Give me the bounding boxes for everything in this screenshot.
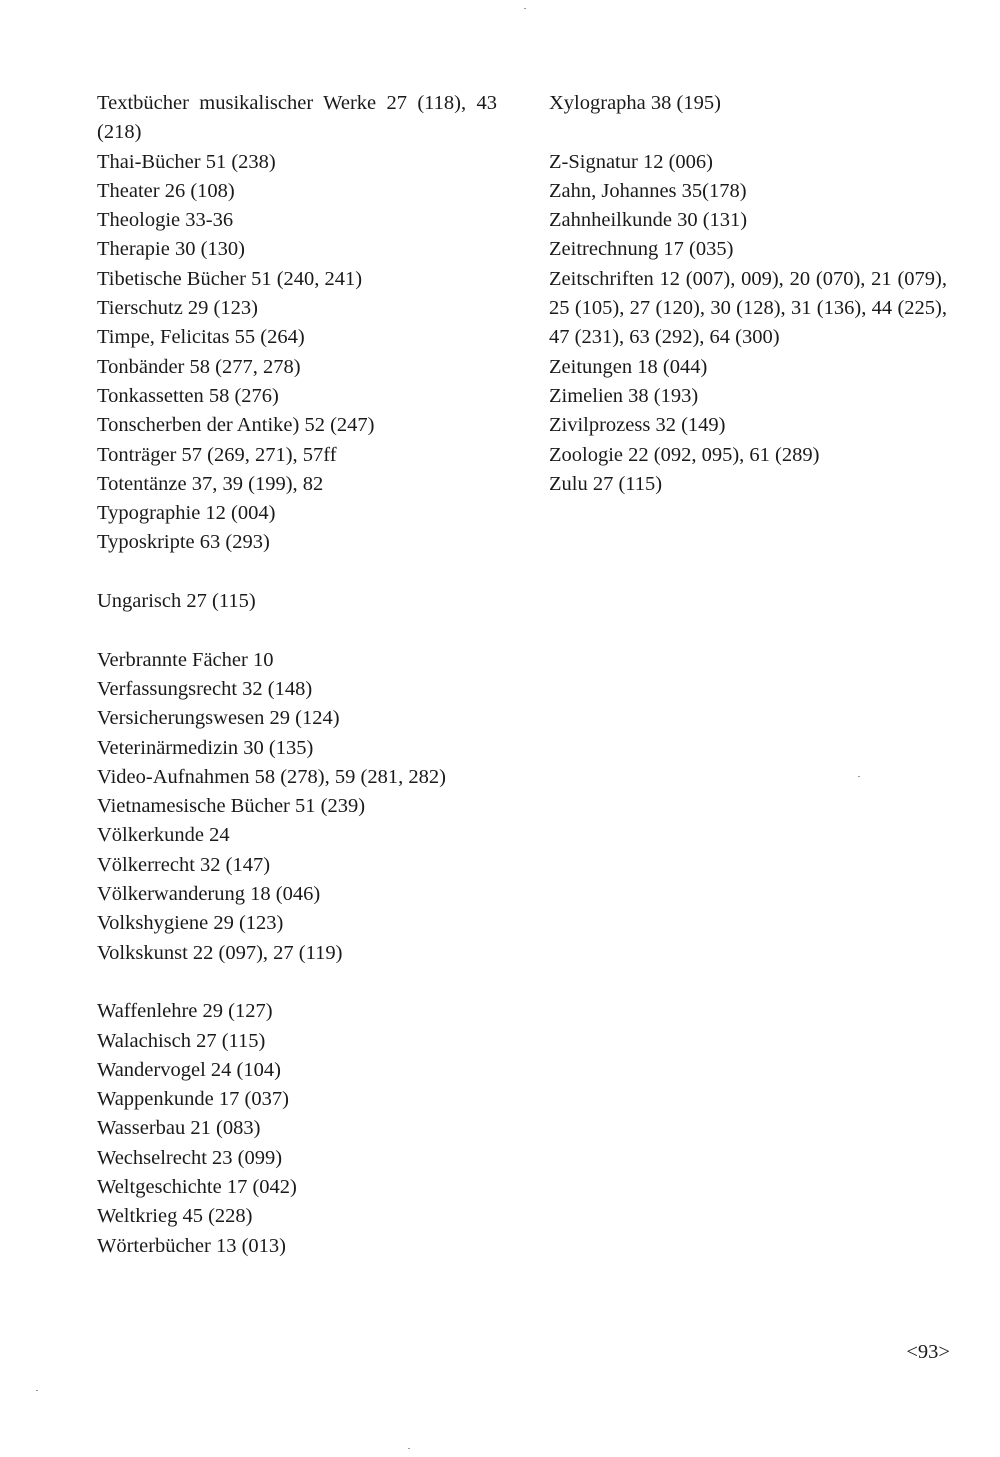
index-entry: Weltgeschichte 17 (042) — [97, 1175, 297, 1198]
index-entry: Therapie 30 (130) — [97, 238, 245, 261]
index-entry: Vietnamesische Bücher 51 (239) — [97, 795, 366, 818]
index-group-x — [549, 89, 947, 118]
index-group-w — [97, 997, 507, 1261]
index-entry: Wappenkunde 17 (037) — [97, 1088, 289, 1111]
scan-speck — [858, 776, 860, 777]
index-entry: Z-Signatur 12 (006) — [549, 150, 713, 173]
index-entry: Zahnheilkunde 30 (131) — [549, 209, 748, 232]
index-entry: Versicherungswesen 29 (124) — [97, 707, 340, 730]
index-entry: Theologie 33-36 — [97, 209, 234, 232]
index-entry: Veterinärmedizin 30 (135) — [97, 736, 314, 759]
index-group-t — [97, 89, 507, 558]
index-entry: Zoologie 22 (092, 095), 61 (289) — [549, 443, 820, 466]
index-entry: Völkerrecht 32 (147) — [97, 853, 271, 876]
index-group-z — [549, 148, 947, 500]
index-group-u — [97, 587, 507, 616]
index-entry: Typoskripte 63 (293) — [97, 531, 270, 554]
index-entry: Video-Aufnahmen 58 (278), 59 (281, 282) — [97, 765, 446, 788]
index-entry: Totentänze 37, 39 (199), 82 — [97, 472, 324, 495]
index-entry: Zulu 27 (115) — [549, 472, 663, 495]
index-column-right — [549, 89, 947, 499]
index-entry: Zivilprozess 32 (149) — [549, 414, 726, 437]
index-entry: Textbücher musikalischer Werke 27 (118), 43 (218) — [97, 92, 497, 144]
index-entry: Völkerwanderung 18 (046) — [97, 883, 321, 906]
index-entry: Ungarisch 27 (115) — [97, 590, 256, 613]
index-entry: Zeitschriften 12 (007), 009), 20 (070), 21 (079), 25 (105), 27 (120), 30 (128), 31 (136), 44 (225), 47 (231), 63 (292), 64 (300) — [549, 267, 947, 349]
index-entry: Völkerkunde 24 — [97, 824, 230, 847]
index-entry: Thai-Bücher 51 (238) — [97, 150, 276, 173]
index-entry: Theater 26 (108) — [97, 179, 235, 202]
index-entry: Zahn, Johannes 35(178) — [549, 179, 747, 202]
index-entry: Volkshygiene 29 (123) — [97, 912, 284, 935]
index-entry: Wasserbau 21 (083) — [97, 1117, 261, 1140]
index-column-left — [97, 89, 507, 1261]
scan-speck — [36, 1390, 38, 1391]
index-entry: Volkskunst 22 (097), 27 (119) — [97, 941, 343, 964]
scan-speck — [524, 8, 526, 9]
index-entry: Zimelien 38 (193) — [549, 384, 699, 407]
index-entry: Waffenlehre 29 (127) — [97, 1000, 273, 1023]
index-group-v — [97, 646, 507, 968]
index-entry: Tonkassetten 58 (276) — [97, 384, 279, 407]
index-entry: Tonbänder 58 (277, 278) — [97, 355, 301, 378]
index-entry: Timpe, Felicitas 55 (264) — [97, 326, 305, 349]
index-entry: Zeitungen 18 (044) — [549, 355, 708, 378]
scan-speck — [408, 1448, 410, 1449]
index-entry: Typographie 12 (004) — [97, 502, 276, 525]
index-entry: Tonträger 57 (269, 271), 57ff — [97, 443, 337, 466]
index-entry: Weltkrieg 45 (228) — [97, 1205, 253, 1228]
index-entry: Tierschutz 29 (123) — [97, 297, 258, 320]
index-entry: Tibetische Bücher 51 (240, 241) — [97, 267, 363, 290]
index-entry: Zeitrechnung 17 (035) — [549, 238, 734, 261]
index-entry: Walachisch 27 (115) — [97, 1029, 266, 1052]
index-entry: Wechselrecht 23 (099) — [97, 1146, 283, 1169]
index-entry: Xylographa 38 (195) — [549, 92, 721, 114]
index-entry: Tonscherben der Antike) 52 (247) — [97, 414, 375, 437]
index-entry: Verbrannte Fächer 10 — [97, 648, 274, 671]
index-entry: Wandervogel 24 (104) — [97, 1058, 281, 1081]
index-entry: Wörterbücher 13 (013) — [97, 1234, 286, 1257]
index-entry: Verfassungsrecht 32 (148) — [97, 677, 313, 700]
page-number: <93> — [906, 1341, 950, 1363]
